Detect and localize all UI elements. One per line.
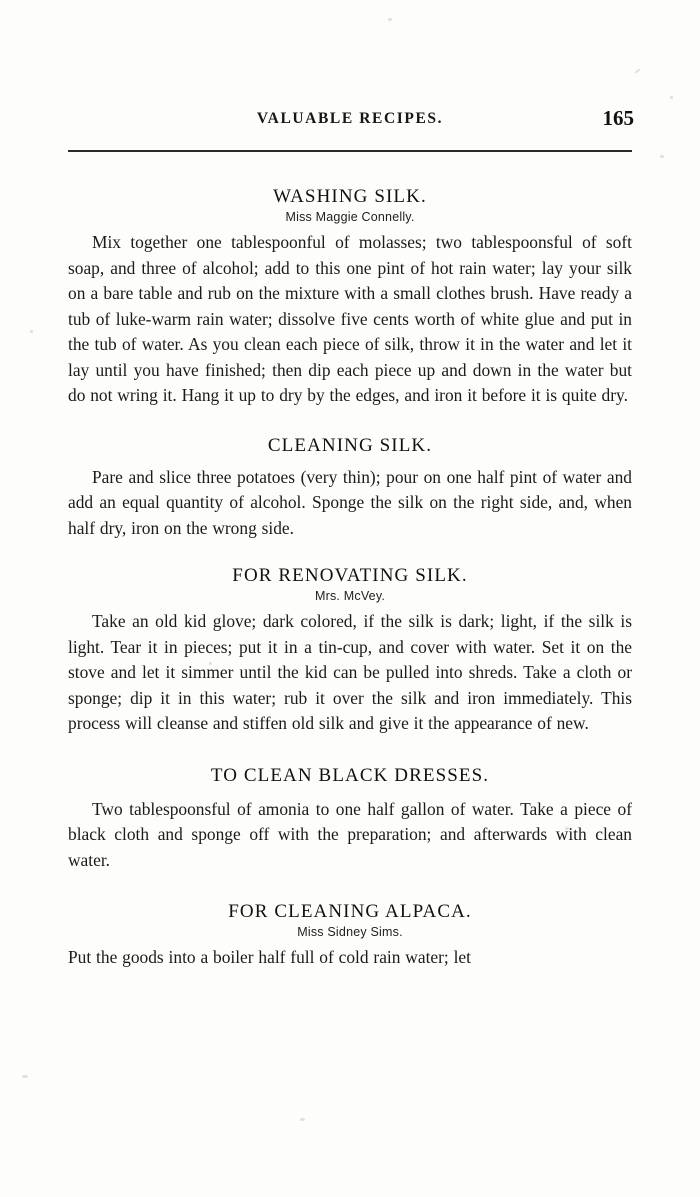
running-head-title: VALUABLE RECIPES. <box>256 110 444 127</box>
recipe-section <box>68 901 632 971</box>
recipe-title: FOR RENOVATING SILK. <box>232 565 468 586</box>
page-content <box>68 106 634 971</box>
recipe-body: Put the goods into a boiler half full of cold rain water; let <box>68 947 471 967</box>
header-divider <box>68 150 632 152</box>
paper-speck <box>388 18 392 21</box>
recipe-byline: Miss Sidney Sims. <box>297 925 403 939</box>
paper-speck <box>660 155 664 158</box>
recipe-section <box>68 186 632 409</box>
recipe-section <box>68 765 632 874</box>
paper-speck <box>30 330 33 333</box>
recipe-title: TO CLEAN BLACK DRESSES. <box>210 764 490 786</box>
paper-speck <box>300 1118 305 1121</box>
recipe-section <box>68 565 632 737</box>
recipe-body: Pare and slice three potatoes (very thin); pour on one half pint of water and add an equal quantity of alcohol. Sponge the silk on the right side, and, when half dry, iron on the wrong side. <box>68 466 632 538</box>
recipe-byline: Miss Maggie Connelly. <box>285 210 415 224</box>
running-head <box>68 106 634 136</box>
recipe-title: FOR CLEANING ALPACA. <box>228 901 472 922</box>
recipe-body: Take an old kid glove; dark colored, if the silk is dark; light, if the silk is light. Tear it in pieces; put it in a tin-cup, and cover with water. Set it on the stove and let it simmer until the kid can be pulled into shreds. Take a cloth or sponge; dip it in this water; rub it over the silk and iron immediately. This process will cleanse and stiffen old silk and give it the appearance of new. <box>68 611 632 733</box>
paper-speck <box>634 68 641 74</box>
page-number: 165 <box>602 106 634 130</box>
recipe-body: Two tablespoonsful of amonia to one half gallon of water. Take a piece of black cloth and sponge off with the preparation; and afterwards with clean water. <box>68 798 632 870</box>
recipe-title: CLEANING SILK. <box>267 434 433 456</box>
recipe-section <box>68 435 632 542</box>
recipe-body: Mix together one tablespoonful of molasses; two tablespoonsful of soft soap, and three of alcohol; add to this one pint of hot rain water; lay your silk on a bare table and rub on the mixture with a small clothes brush. Have ready a tub of luke-warm rain water; dissolve five cents worth of white glue and put in the tub of water. As you clean each piece of silk, throw it in the water and let it lay until you have finished; then dip each piece up and down in the water but do not wring it. Hang it up to dry by the edges, and iron it before it is quite dry. <box>68 232 632 405</box>
paper-speck <box>22 1075 28 1078</box>
recipe-title: WASHING SILK. <box>273 186 427 207</box>
recipe-byline: Mrs. McVey. <box>314 589 386 603</box>
paper-speck <box>670 96 673 99</box>
